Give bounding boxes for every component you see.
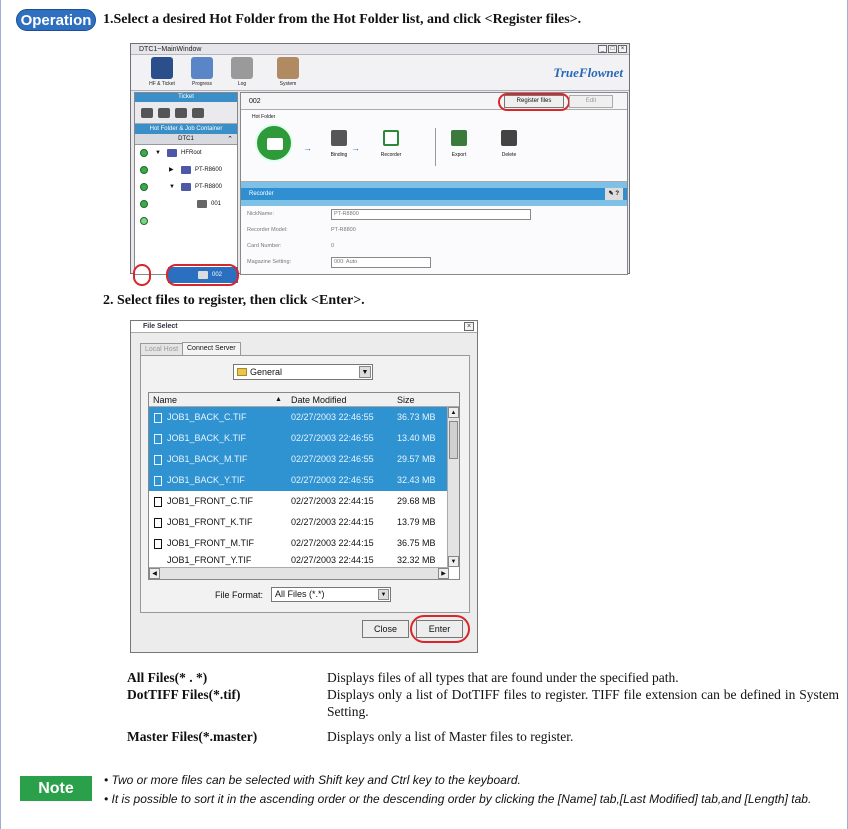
file-icon (154, 539, 162, 549)
ticket-header: Ticket (135, 93, 237, 102)
magazine-combo[interactable]: 000: Auto (331, 257, 431, 268)
file-row[interactable]: JOB1_FRONT_M.TIF 02/27/2003 22:44:15 36.75 MB (149, 533, 459, 554)
toolbar-log[interactable]: Log (225, 57, 259, 87)
file-row[interactable]: JOB1_FRONT_Y.TIF 02/27/2003 22:44:15 32.32 MB (167, 555, 436, 565)
tree-item-001[interactable]: 001 (135, 196, 237, 213)
progress-icon (191, 57, 213, 79)
highlight-oval-enter (410, 615, 470, 643)
note-line-2: • It is possible to sort it in the ascending order or the descending order by clicking the [Name] tab,[Last Modified] tab,and [Length] tab. (104, 792, 812, 806)
right-panel (240, 92, 628, 275)
workflow-section (241, 110, 627, 182)
chevron-down-icon[interactable]: ▼ (359, 366, 371, 378)
highlight-oval-dot (133, 264, 151, 286)
horizontal-scrollbar[interactable] (149, 567, 449, 579)
expand-icon[interactable]: ▼ (169, 184, 175, 190)
trash-icon[interactable] (192, 108, 204, 118)
file-row[interactable]: JOB1_BACK_Y.TIF 02/27/2003 22:46:55 32.43 MB (149, 470, 459, 491)
system-icon (277, 57, 299, 79)
main-window-screenshot (130, 43, 630, 278)
toolbar-hf-ticket[interactable]: HF & Ticket (145, 57, 179, 87)
stack-icon[interactable] (158, 108, 170, 118)
hotfolder-icon (197, 200, 207, 208)
tree-item-hfroot[interactable]: ▼ HFRoot (135, 145, 237, 162)
scroll-down-icon[interactable]: ▼ (448, 556, 459, 567)
tree-item-pt-r8800[interactable]: ▼ PT-R8800 (135, 179, 237, 196)
nickname-combo[interactable]: PT-R8800 (331, 209, 531, 220)
def-text-dottiff: Displays only a list of DotTIFF files to register. TIFF file extension can be defined in System Setting. (327, 687, 839, 719)
chevron-down-icon[interactable]: ▼ (378, 589, 389, 600)
prop-magazine-setting: Magazine Setting: 000: Auto (241, 254, 627, 270)
export-icon (451, 130, 467, 146)
dialog-titlebar (131, 321, 477, 333)
log-icon (231, 57, 253, 79)
trash-icon (501, 130, 517, 146)
arrow-right-icon: → (351, 143, 360, 153)
scroll-thumb[interactable] (449, 421, 458, 459)
main-toolbar (131, 55, 629, 91)
tree-item-pt-r8600[interactable]: ▶ PT-R8600 (135, 162, 237, 179)
file-list-header (149, 393, 459, 407)
prop-nickname: NickName: PT-R8800 (241, 206, 627, 222)
file-row[interactable]: JOB1_FRONT_C.TIF 02/27/2003 22:44:15 29.68 MB (149, 491, 459, 512)
status-dot-icon (140, 166, 148, 174)
dtc-label: DTC1 (178, 136, 194, 142)
main-window-title: DTC1~MainWindow (139, 46, 202, 53)
hot-folder-icon (255, 124, 293, 162)
file-icon (154, 455, 162, 465)
dtc-selector[interactable] (135, 134, 237, 145)
maximize-button[interactable]: □ (608, 45, 617, 53)
folder-name-bar (241, 93, 627, 110)
left-panel (134, 92, 238, 278)
prop-card-number: Card Number: 0 (247, 243, 335, 249)
close-icon[interactable]: × (464, 322, 474, 331)
status-dot-icon (140, 183, 148, 191)
folder-name: 002 (249, 98, 261, 105)
expand-icon[interactable]: ▼ (155, 150, 161, 156)
file-row[interactable]: JOB1_BACK_M.TIF 02/27/2003 22:46:55 29.57 MB (149, 449, 459, 470)
dialog-title: File Select (143, 323, 178, 330)
def-text-master: Displays only a list of Master files to register. (327, 729, 574, 744)
tree-item-002-selected[interactable]: 002 (168, 267, 238, 283)
file-list (148, 392, 460, 580)
def-text-all-files: Displays files of all types that are found under the specified path. (327, 670, 679, 685)
toolbar-progress[interactable]: Progress (185, 57, 219, 87)
file-row[interactable]: JOB1_FRONT_K.TIF 02/27/2003 22:44:15 13.79 MB (149, 512, 459, 533)
scroll-left-icon[interactable]: ◀ (149, 568, 160, 579)
file-row[interactable]: JOB1_BACK_C.TIF 02/27/2003 22:46:55 36.73 MB (149, 407, 459, 428)
file-format-select[interactable]: All Files (*.*) ▼ (271, 587, 391, 602)
add-icon[interactable] (175, 108, 187, 118)
file-icon (154, 434, 162, 444)
close-window-button[interactable]: × (618, 45, 627, 53)
flow-delete[interactable]: Delete (489, 122, 529, 158)
edit-button[interactable]: Edit (569, 95, 613, 108)
folder-icon (237, 368, 247, 376)
scroll-up-icon[interactable]: ▲ (448, 407, 459, 418)
window-controls (598, 45, 627, 53)
sort-ascending-icon[interactable]: ▲ (275, 396, 282, 403)
flow-binding[interactable]: Binding (319, 122, 359, 158)
container-header: Hot Folder & Job Container (135, 124, 237, 134)
tree-item-002[interactable] (135, 213, 237, 230)
flow-export[interactable]: Export (439, 122, 479, 158)
step-2-instruction: 2. Select files to register, then click <Enter>. (103, 293, 365, 308)
arrow-right-icon: → (303, 143, 312, 153)
status-dot-icon (140, 217, 148, 225)
note-line-1: • Two or more files can be selected with Shift key and Ctrl key to the keyboard. (104, 773, 521, 787)
status-dot-icon (140, 149, 148, 157)
file-format-label: File Format: (215, 590, 264, 600)
file-icon (154, 497, 162, 507)
main-window-titlebar (131, 44, 629, 55)
note-badge: Note (20, 776, 92, 801)
register-files-button[interactable]: Register files (504, 95, 564, 108)
def-term-all-files: All Files(* . *) (127, 670, 208, 685)
highlight-oval-002 (166, 264, 239, 286)
column-date-modified[interactable]: Date Modified (291, 395, 347, 405)
column-size[interactable]: Size (397, 395, 415, 405)
enter-button[interactable]: Enter (416, 620, 463, 638)
file-row[interactable]: JOB1_BACK_K.TIF 02/27/2003 22:46:55 13.40 MB (149, 428, 459, 449)
file-icon (154, 413, 162, 423)
status-dot-icon (140, 200, 148, 208)
divider (435, 128, 436, 166)
expand-icon[interactable]: ▶ (169, 167, 174, 173)
close-button[interactable]: Close (362, 620, 409, 638)
step-1-instruction: 1.Select a desired Hot Folder from the Hot Folder list, and click <Register files>. (103, 12, 582, 27)
recorder-tools[interactable]: ✎ ? (605, 188, 623, 200)
tab-connect-server[interactable]: Connect Server (182, 342, 241, 356)
folder-icon (181, 183, 191, 191)
scroll-right-icon[interactable]: ▶ (438, 568, 449, 579)
vertical-scrollbar[interactable] (447, 407, 459, 567)
file-icon (154, 518, 162, 528)
operation-badge: Operation (16, 9, 96, 31)
def-term-master: Master Files(*.master) (127, 729, 258, 744)
column-name[interactable]: Name (153, 395, 178, 405)
printer-icon[interactable] (141, 108, 153, 118)
trueflownet-logo: TrueFlownet (553, 65, 623, 80)
folder-icon (181, 166, 191, 174)
folder-icon (167, 149, 177, 157)
folder-select[interactable]: General ▼ (233, 364, 373, 380)
recorder-header: Recorder ✎ ? (241, 188, 627, 200)
minimize-button[interactable]: _ (598, 45, 607, 53)
hot-folder-label: Hot Folder (252, 114, 276, 120)
toolbar-system[interactable]: System (271, 57, 305, 87)
file-icon (154, 476, 162, 486)
hf-ticket-icon (151, 57, 173, 79)
prop-recorder-model: Recorder Model: PT-R8800 (247, 227, 356, 233)
flow-recorder[interactable]: Recorder (371, 122, 411, 158)
chevron-up-icon[interactable]: ⌃ (227, 136, 233, 143)
highlight-oval-register (498, 93, 570, 111)
file-select-dialog (130, 320, 478, 653)
def-term-dottiff: DotTIFF Files(*.tif) (127, 687, 241, 702)
binding-icon (331, 130, 347, 146)
recorder-icon (383, 130, 399, 146)
tab-local-host[interactable]: Local Host (140, 343, 183, 356)
ticket-icon-row (135, 102, 237, 124)
